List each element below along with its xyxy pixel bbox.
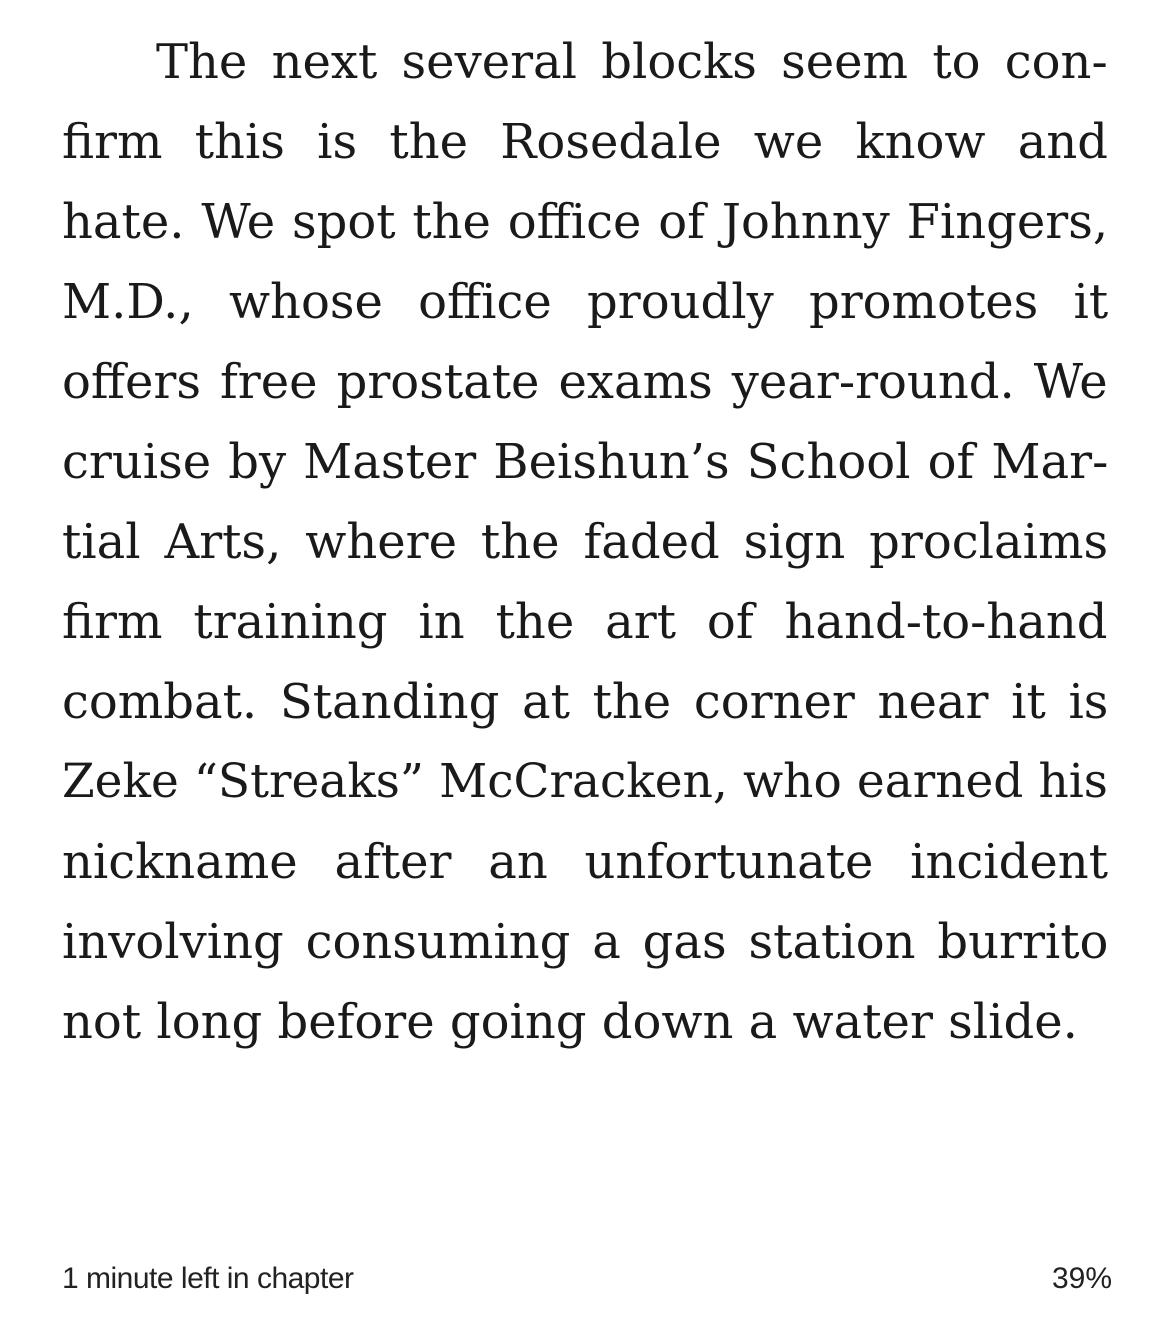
text-line: firm this is the Rosedale we know and <box>62 114 1108 170</box>
text-line: Zeke “Streaks” McCracken, who earned his <box>62 754 1108 809</box>
text-line: firm training in the art of hand-to-hand <box>62 594 1108 650</box>
text-line: hate. We spot the office of Johnny Fingers, <box>62 194 1108 250</box>
reading-progress-percent[interactable]: 39% <box>1051 1262 1112 1295</box>
text-line: nickname after an unfortunate incident <box>62 834 1108 890</box>
text-line: M.D., whose office proudly promotes it <box>62 274 1108 330</box>
text-line: tial Arts, where the faded sign proclaims <box>62 514 1108 570</box>
text-line: combat. Standing at the corner near it is <box>62 674 1108 730</box>
time-left-in-chapter[interactable]: 1 minute left in chapter <box>62 1262 354 1295</box>
text-line: offers free prostate exams year-round. We <box>62 354 1108 410</box>
text-line: The next several blocks seem to con- <box>156 34 1108 90</box>
text-line: not long before going down a water slide. <box>62 994 1078 1050</box>
text-line: involving consuming a gas station burrito <box>62 914 1108 970</box>
book-text <box>62 22 1108 1062</box>
text-line: cruise by Master Beishun’s School of Mar- <box>62 434 1108 490</box>
